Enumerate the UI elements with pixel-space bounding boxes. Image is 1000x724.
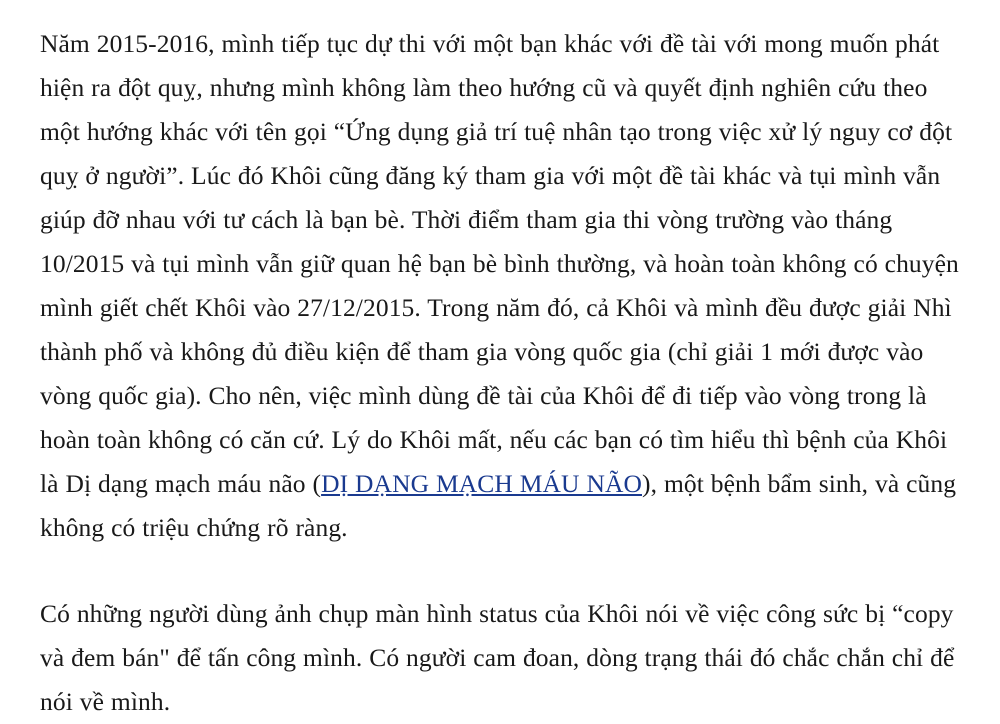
article-paragraph-1 [40, 22, 960, 550]
article-paragraph-2 [40, 592, 960, 724]
paragraph-1-text-after-link: ), một bệnh bẩm sinh, và cũng không có triệu chứng rõ ràng. [40, 469, 957, 542]
paragraph-2-text: Có những người dùng ảnh chụp màn hình status của Khôi nói về việc công sức bị “copy và đem bán" để tấn công mình. Có người cam đoan, dòng trạng thái đó chắc chắn chỉ để nói về mình. [40, 599, 955, 716]
di-dang-mach-mau-nao-link[interactable]: DỊ DẠNG MẠCH MÁU NÃO [321, 469, 642, 498]
paragraph-1-text-before-link: Năm 2015-2016, mình tiếp tục dự thi với một bạn khác với đề tài với mong muốn phát hiện ra đột quỵ, nhưng mình không làm theo hướng cũ và quyết định nghiên cứu theo một hướng khác với tên gọi “Ứng dụng giả trí tuệ nhân tạo trong việc xử lý nguy cơ đột quỵ ở người”. Lúc đó Khôi cũng đăng ký tham gia với một đề tài khác và tụi mình vẫn giúp đỡ nhau với tư cách là bạn bè. Thời điểm tham gia thi vòng trường vào tháng 10/2015 và tụi mình vẫn giữ quan hệ bạn bè bình thường, và hoàn toàn không có chuyện mình giết chết Khôi vào 27/12/2015. Trong năm đó, cả Khôi và mình đều được giải Nhì thành phố và không đủ điều kiện để tham gia vòng quốc gia (chỉ giải 1 mới được vào vòng quốc gia). Cho nên, việc mình dùng đề tài của Khôi để đi tiếp vào vòng trong là hoàn toàn không có căn cứ. Lý do Khôi mất, nếu các bạn có tìm hiểu thì bệnh của Khôi là Dị dạng mạch máu não ( [40, 29, 959, 498]
